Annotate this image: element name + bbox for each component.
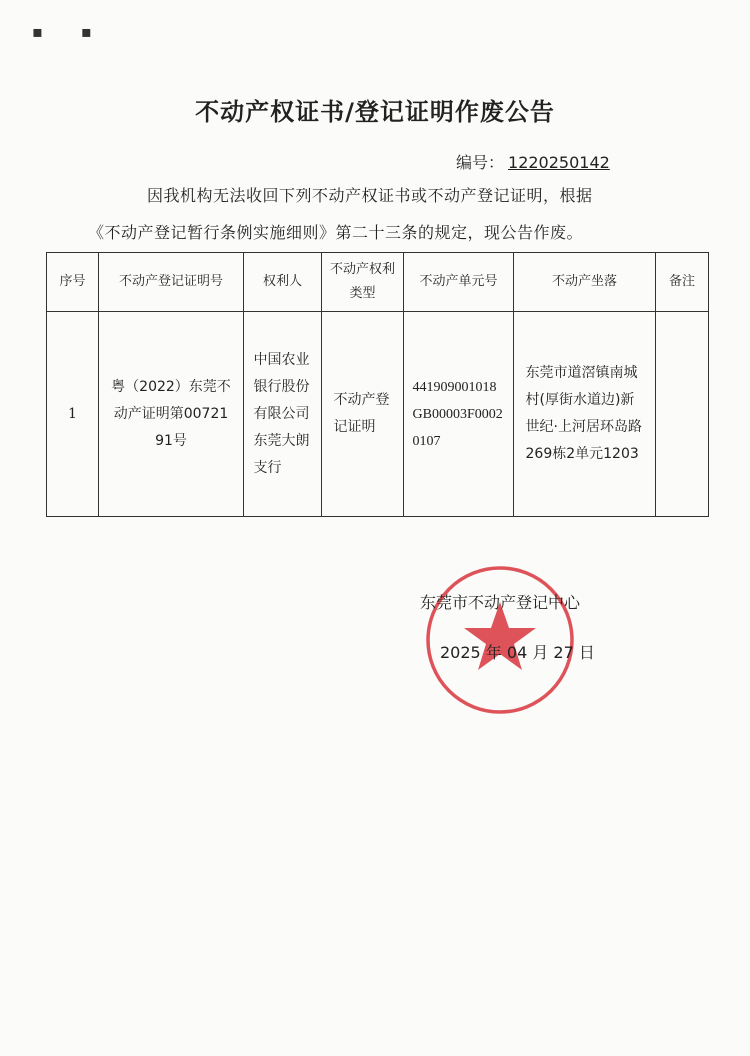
header-cert-no: 不动产登记证明号 [99, 253, 244, 312]
header-location: 不动产坐落 [514, 253, 656, 312]
header-right-type [322, 253, 404, 312]
header-unit-no: 不动产单元号 [404, 253, 514, 312]
scan-marks: ▪ ▪ [32, 22, 92, 41]
header-holder: 权利人 [244, 253, 322, 312]
intro-line-2: 《不动产登记暂行条例实施细则》第二十三条的规定，现公告作废。 [88, 223, 584, 242]
page-title: 不动产权证书/登记证明作废公告 [195, 98, 555, 126]
cell-right-type [322, 312, 404, 517]
document-number-label: 编号： [456, 153, 505, 172]
table-header-row [47, 253, 709, 312]
voided-certificates-table [46, 252, 709, 517]
cell-seq: 1 [47, 312, 99, 517]
issuer-name: 东莞市不动产登记中心 [420, 593, 581, 612]
cell-holder-text: 中国农业银行股份有限公司东莞大朗支行 [253, 351, 310, 476]
table-row [47, 312, 709, 517]
document-number [456, 150, 610, 173]
header-right-type-label: 不动产权利类型 [329, 262, 395, 301]
cell-right-type-text: 不动产登记证明 [333, 392, 390, 435]
header-seq: 序号 [47, 253, 99, 312]
header-remark: 备注 [656, 253, 709, 312]
document-number-value: 1220250142 [508, 153, 610, 172]
intro-line-1: 因我机构无法收回下列不动产权证书或不动产登记证明，根据 [147, 186, 593, 205]
cell-unit-no [404, 312, 514, 517]
cell-location-text: 东莞市道滘镇南城村(厚街水道边)新世纪·上河居环岛路269栋2单元1203 [525, 365, 642, 462]
cell-cert-no [99, 312, 244, 517]
cell-remark [656, 312, 709, 517]
issue-date: 2025 年 04 月 27 日 [440, 643, 595, 662]
cell-cert-no-text: 粤（2022）东莞不动产证明第0072191号 [111, 378, 231, 449]
cell-unit-no-text: 441909001018GB00003F00020107 [412, 379, 503, 449]
cell-location [514, 312, 656, 517]
cell-holder [244, 312, 322, 517]
